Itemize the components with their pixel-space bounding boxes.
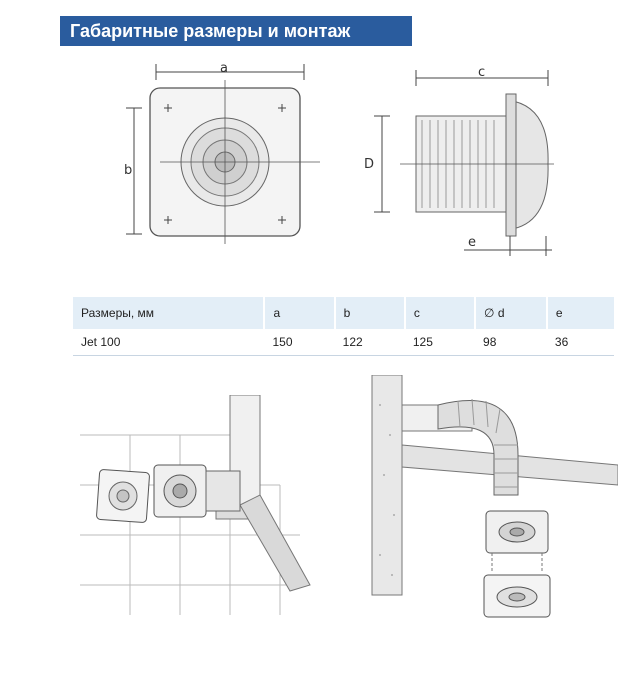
wall-installation-illustration (80, 395, 320, 615)
dim-label-a: a (220, 61, 228, 76)
side-view-drawing (360, 60, 560, 260)
header-b: b (335, 297, 405, 329)
cell-c: 125 (405, 329, 475, 356)
cell-d: 98 (475, 329, 547, 356)
cell-name: Jet 100 (73, 329, 264, 356)
header-e: e (547, 297, 614, 329)
header-d: ∅ d (475, 297, 547, 329)
cell-b: 122 (335, 329, 405, 356)
cell-e: 36 (547, 329, 614, 356)
front-view-drawing (120, 60, 330, 250)
table-row (73, 329, 614, 356)
dim-label-e: e (468, 235, 476, 250)
dim-label-c: c (478, 65, 486, 80)
dimensions-table (73, 297, 614, 356)
ceiling-installation-illustration (368, 375, 618, 625)
dim-label-b: b (124, 163, 133, 178)
header-a: a (264, 297, 334, 329)
cell-a: 150 (264, 329, 334, 356)
dim-label-d: D (364, 157, 375, 172)
header-name: Размеры, мм (73, 297, 264, 329)
table-header-row (73, 297, 614, 329)
section-title: Габаритные размеры и монтаж (60, 16, 412, 46)
header-c: c (405, 297, 475, 329)
